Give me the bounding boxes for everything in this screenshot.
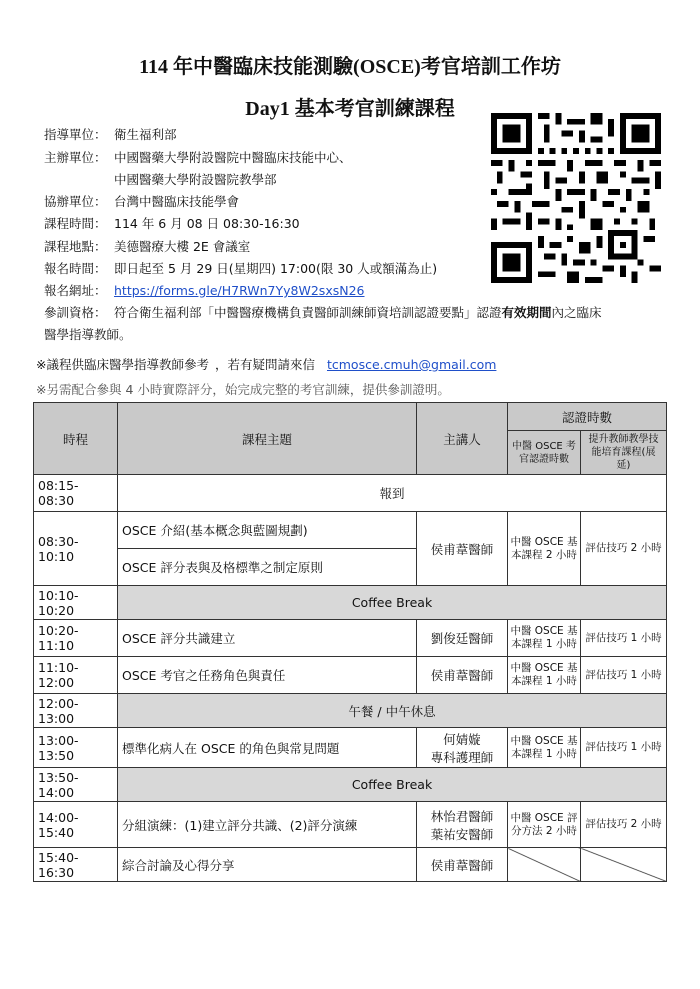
row-speaker — [417, 728, 508, 768]
co-label: 協辦單位： — [44, 194, 107, 209]
row-cert-teach: 評估技巧 1 小時 — [581, 728, 667, 768]
row-cert-empty — [508, 848, 581, 882]
row-topic: 分組演練：(1)建立評分共識、(2)評分演練 — [118, 802, 417, 848]
info-reg-time — [44, 261, 437, 277]
time-value: 114 年 6 月 08 日 08:30-16:30 — [114, 216, 300, 231]
qual-value-pre: 符合衛生福利部「中醫醫療機構負責醫師訓練師資培訓認證要點」認證 — [114, 305, 502, 320]
info-co — [44, 194, 239, 210]
page-subtitle: Day1 基本考官訓練課程 — [245, 98, 455, 120]
guide-value: 衛生福利部 — [114, 127, 177, 142]
info-qual-2 — [44, 327, 132, 343]
info-host — [44, 150, 352, 166]
time-label: 課程時間： — [44, 216, 107, 231]
row-speaker-name: 林怡君醫師 — [430, 808, 494, 824]
header-certification: 認證時數 — [508, 403, 667, 431]
header-time: 時程 — [34, 403, 118, 475]
row-cert-teach: 評估技巧 2 小時 — [581, 802, 667, 848]
co-value: 台灣中醫臨床技能學會 — [114, 194, 240, 209]
info-host-2 — [114, 172, 277, 188]
row-time: 11:10-12:00 — [34, 657, 118, 694]
row-time: 15:40-16:30 — [34, 848, 118, 882]
row-lunch: 午餐 / 中午休息 — [118, 694, 667, 728]
row-topic: OSCE 評分共識建立 — [118, 620, 417, 657]
guide-label: 指導單位： — [44, 127, 107, 142]
table-row — [34, 728, 667, 768]
row-cert-empty — [581, 848, 667, 882]
row-speaker: 劉俊廷醫師 — [417, 620, 508, 657]
row-speaker-title: 專科護理師 — [430, 749, 494, 765]
host-value-1: 中國醫藥大學附設醫院中醫臨床技能中心、 — [114, 150, 352, 165]
table-row — [34, 802, 667, 848]
header-topic: 課程主題 — [118, 403, 417, 475]
row-topic: 報到 — [118, 475, 667, 512]
row-break: Coffee Break — [118, 586, 667, 620]
table-row — [34, 512, 667, 549]
row-cert-teach: 評估技巧 1 小時 — [581, 620, 667, 657]
row-time: 10:20-11:10 — [34, 620, 118, 657]
host-label: 主辦單位： — [44, 150, 107, 165]
qual-value-post: 內之臨床 — [551, 305, 602, 320]
table-row — [34, 475, 667, 512]
info-url — [44, 283, 365, 299]
row-cert-osce: 中醫 OSCE 基本課程 1 小時 — [508, 657, 581, 694]
registration-link[interactable]: https://forms.gle/H7RWn7Yy8W2sxsN26 — [114, 283, 365, 298]
row-speaker-name: 葉祐安醫師 — [430, 826, 494, 842]
row-time: 13:00-13:50 — [34, 728, 118, 768]
row-time: 08:30-10:10 — [34, 512, 118, 586]
row-topic: OSCE 評分表與及格標準之制定原則 — [118, 549, 417, 586]
row-cert-osce: 中醫 OSCE 基本課程 2 小時 — [508, 512, 581, 586]
note-contact-prefix: ※議程供臨床醫學指導教師參考 — [36, 357, 209, 372]
info-place — [44, 239, 250, 255]
row-cert-osce: 中醫 OSCE 評分方法 2 小時 — [508, 802, 581, 848]
row-speaker — [417, 802, 508, 848]
qual-value-bold: 有效期間 — [501, 305, 552, 320]
header-cert-osce: 中醫 OSCE 考官認證時數 — [508, 431, 581, 475]
info-guide — [44, 127, 177, 143]
reg-time-label: 報名時間： — [44, 261, 107, 276]
row-speaker-name: 何婧嫙 — [443, 731, 481, 747]
place-value: 美德醫療大樓 2E 會議室 — [114, 239, 251, 254]
table-row — [34, 657, 667, 694]
contact-email-link[interactable]: tcmosce.cmuh@gmail.com — [326, 357, 497, 372]
row-speaker: 侯甫葦醫師 — [417, 512, 508, 586]
row-time: 12:00-13:00 — [34, 694, 118, 728]
row-time: 14:00-15:40 — [34, 802, 118, 848]
table-row — [34, 620, 667, 657]
table-row — [34, 768, 667, 802]
page-title: 114 年中醫臨床技能測驗(OSCE)考官培訓工作坊 — [139, 56, 561, 78]
row-cert-teach: 評估技巧 1 小時 — [581, 657, 667, 694]
table-row — [34, 586, 667, 620]
info-time — [44, 216, 300, 232]
row-topic: OSCE 考官之任務角色與責任 — [118, 657, 417, 694]
row-break: Coffee Break — [118, 768, 667, 802]
host-value-2: 中國醫藥大學附設醫院教學部 — [114, 172, 277, 187]
reg-time-value: 即日起至 5 月 29 日(星期四) 17:00(限 30 人或額滿為止) — [114, 261, 438, 276]
table-row — [34, 848, 667, 882]
place-label: 課程地點： — [44, 239, 107, 254]
header-speaker: 主講人 — [417, 403, 508, 475]
row-time: 08:15-08:30 — [34, 475, 118, 512]
row-time: 10:10-10:20 — [34, 586, 118, 620]
note-contact — [36, 355, 496, 373]
row-topic: OSCE 介紹(基本概念與藍圖規劃) — [118, 512, 417, 549]
note-certificate: ※另需配合參與 4 小時實際評分，始完成完整的考官訓練，提供參訓證明。 — [36, 382, 450, 397]
qual-label: 參訓資格： — [44, 305, 107, 320]
schedule-table — [33, 402, 667, 882]
row-cert-teach: 評估技巧 2 小時 — [581, 512, 667, 586]
url-label: 報名網址： — [44, 283, 107, 298]
row-topic: 綜合討論及心得分享 — [118, 848, 417, 882]
qr-code-icon[interactable] — [491, 113, 661, 283]
qual-value-2: 醫學指導教師。 — [44, 327, 132, 342]
table-row — [34, 694, 667, 728]
row-speaker: 侯甫葦醫師 — [417, 657, 508, 694]
row-cert-osce: 中醫 OSCE 基本課程 1 小時 — [508, 620, 581, 657]
row-topic: 標準化病人在 OSCE 的角色與常見問題 — [118, 728, 417, 768]
row-cert-osce: 中醫 OSCE 基本課程 1 小時 — [508, 728, 581, 768]
info-qual — [44, 305, 602, 321]
note-contact-mid: ，若有疑問請來信 — [214, 357, 315, 372]
row-time: 13:50-14:00 — [34, 768, 118, 802]
row-speaker: 侯甫葦醫師 — [417, 848, 508, 882]
header-cert-teaching: 提升教師教學技能培育課程(展延) — [581, 431, 667, 475]
